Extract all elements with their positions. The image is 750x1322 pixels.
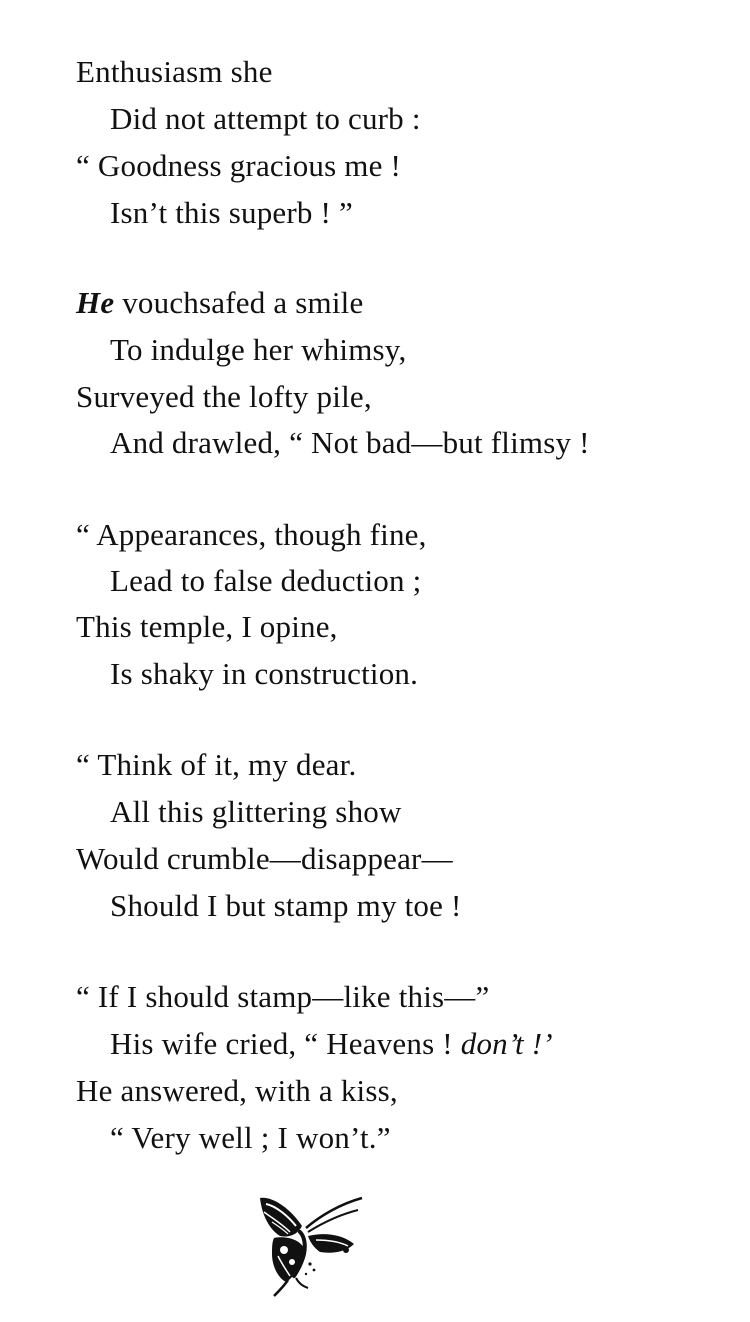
stanza-2-line-1 <box>76 283 363 323</box>
stanza-4-line-2: All this glittering show <box>110 794 402 829</box>
stanza-2-line-4: And drawled, “ Not bad—but flimsy ! <box>110 425 590 460</box>
butterfly-icon <box>250 1192 370 1298</box>
stanza-2-line-2: To indulge her whimsy, <box>110 332 407 367</box>
stanza-5-line-1: “ If I should stamp—like this—” <box>76 979 490 1014</box>
stanza-3-line-2: Lead to false deduction ; <box>110 563 422 598</box>
stanza-1-line-1: Enthusiasm she <box>76 54 273 89</box>
stanza-4-line-1: “ Think of it, my dear. <box>76 747 357 782</box>
stanza-1-line-4: Isn’t this superb ! ” <box>110 195 353 230</box>
stanza-4-line-4: Should I but stamp my toe ! <box>110 888 462 923</box>
stanza-5-line-2-pre: His wife cried, “ Heavens ! <box>110 1026 461 1061</box>
stanza-1-line-3: “ Goodness gracious me ! <box>76 148 402 183</box>
stanza-5-emphasis: don’t !’ <box>460 1026 553 1061</box>
stanza-5-line-3: He answered, with a kiss, <box>76 1073 398 1108</box>
stanza-5-line-2 <box>110 1024 553 1064</box>
stanza-2-emphasis: He <box>76 285 115 320</box>
stanza-2-line-3: Surveyed the lofty pile, <box>76 379 372 414</box>
stanza-3-line-3: This temple, I opine, <box>76 609 338 644</box>
stanza-3-line-1: “ Appearances, though fine, <box>76 517 427 552</box>
stanza-4-line-3: Would crumble—disappear— <box>76 841 453 876</box>
stanza-5-line-4: “ Very well ; I won’t.” <box>110 1120 391 1155</box>
stanza-1-line-2: Did not attempt to curb : <box>110 101 421 136</box>
stanza-3-line-4: Is shaky in construction. <box>110 656 419 691</box>
stanza-2-line-1-rest: vouchsafed a smile <box>114 285 364 320</box>
